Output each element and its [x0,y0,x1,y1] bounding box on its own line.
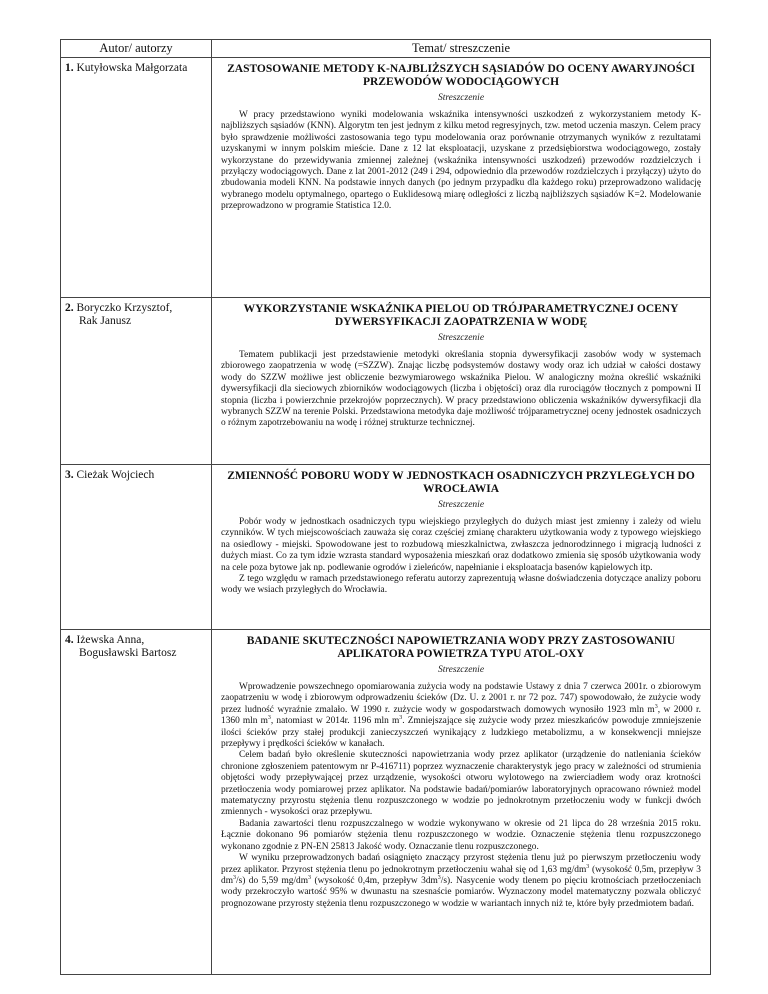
entry-number: 4. [65,634,74,646]
abstract-paragraph: Celem badań było określenie skuteczności napowietrzania wody przez aplikator (urządzenie do natleniania ścieków chronione zgłoszeniem patentowym nr P-416711) poprzez wyznaczenie charakterystyk jego pracy w zależności od strumienia objętości wody przepływającej przez urządzenie, wysokości otworu wylotowego na zwierciadłem wody oraz krotności przetłoczenia wody pomiarowej przez aplikator. Na podstawie badań/pomiarów laboratoryjnych opracowano również model matematyczny przyrostu stężenia tlenu rozpuszczonego w wodzie po jednokrotnym przetłoczeniu wody w funkcji dwóch zmiennych - wysokości oraz przepływu. [221,750,701,818]
author-name: Kutyłowska Małgorzata [76,62,188,74]
topic-column-header: Temat/ streszczenie [212,40,711,58]
author-cell [61,465,212,630]
author-name: Iżewska Anna, [76,634,145,646]
abstract-label: Streszczenie [437,93,485,103]
abstract-paragraph: Tematem publikacji jest przedstawienie metodyki określania stopnia dywersyfikacji zasobów wody w systemach zbiorowego zaopatrzenia w wodę (=SZZW). Znając liczbę podsystemów dostawy wody oraz ich udział w całości dostawy wody do SZZW możliwe jest obliczenie bezwymiarowego wskaźnika Pielou. W analogiczny można określić wskaźniki dywersyfikacji dla sieciowych zbiorników wodociągowych (liczba i objętości) oraz dla rurociągów tłocznych z pompowni II stopnia (liczba i powierzchnie przekrojów poprzecznych). W pracy przedstawiono obliczenia wskaźników dywersyfikacji dla wybranych SZZW na terenie Polski. Przedstawiona metodyka daje możliwość trójparametrycznej oceny jednostek osadniczych o różnym zapotrzebowaniu na wodę i różnej strukturze technicznej. [221,350,701,429]
abstract-paragraph: W wyniku przeprowadzonych badań osiągnięto znaczący przyrost stężenia tlenu już po pierwszym przetłoczeniu wody przez aplikator. Przyrost stężenia tlenu po jednokrotnym przetłoczeniu wahał się od 1,63 $mg/dm^3$ (wysokość 0,5m, przepływ 3 $dm^3/s$) do 5,59 $mg/dm^3$ (wysokość 0,4m, przepływ $3dm^3/s$). Nasycenie wody tlenem po pięciu krotnościach przetłoczeniach wody przekroczyło wartość 95% w dwunastu na szesnaście pomiarów. Wyznaczony model matematyczny pozwala obliczyć prognozowane przyrosty stężenia tlenu rozpuszczonego w wodzie w wariantach innych niż te, które były przedmiotem badań. [221,853,701,909]
author-name: Rak Janusz [79,315,132,327]
author-column-header: Autor/ autorzy [61,40,212,58]
abstract-paragraph: Z tego względu w ramach przedstawionego referatu autorzy zaprezentują własne doświadczenia dotyczące analizy poboru wody we wsiach przyległych do Wrocławia. [221,574,701,596]
abstracts-page [60,39,710,975]
abstract-paragraph: Pobór wody w jednostkach osadniczych typu wiejskiego przyległych do dużych miast jest zmienny i zależy od wielu czynników. W tych miejscowościach zauważa się coraz częściej zmianę charakteru użytkowania wody z typowego wiejskiego na osiedlowy - miejski. Spowodowane jest to rozbudową mieszkalnictwa, zwłaszcza jednorodzinnego i migracją ludności z dużych miast. Co za tym idzie wzrasta standard wyposażenia mieszkań oraz dodatkowo zmienia się sposób użytkowania wody na cele poza bytowe jak np. podlewanie ogrodów i zieleńców, napełnianie i eksploatacja basenów kąpielowych itp. [221,517,701,573]
author-cell [61,630,212,975]
entry-number: 2. [65,302,74,314]
table-row [61,465,711,630]
abstract-title: WYKORZYSTANIE WSKAŹNIKA PIELOU OD TRÓJPARAMETRYCZNEJ OCENY DYWERSYFIKACJI ZAOPATRZENIA W WODĘ [243,303,679,328]
abstract-title: ZMIENNOŚĆ POBORU WODY W JEDNOSTKACH OSADNICZYCH PRZYLEGŁYCH DO WROCŁAWIA [227,470,695,495]
table-row [61,630,711,975]
entry-number: 3. [65,469,74,481]
abstract-label: Streszczenie [437,665,485,675]
table-header-row [61,40,711,58]
abstract-paragraph: Wprowadzenie powszechnego opomiarowania zużycia wody na podstawie Ustawy z dnia 7 czerwca 2001r. o zbiorowym zaopatrzeniu w wodę i zbiorowym odprowadzeniu ścieków (Dz. U. z 2001 r. nr 72 poz. 747) spowodowało, że zużycie wody przez ludność wyraźnie zmalało. W 1990 r. zużycie wody w gospodarstwach domowych wynosiło 1923 mln $m^3$, w 2000 r. 1360 mln $m^3$, natomiast w 2014r. 1196 mln $m^3$. Zmniejszające się zużycie wody przez mieszkańców powoduje zmniejszenie ilości ścieków przy stałej produkcji zanieczyszczeń wynikający z ludzkiego metabolizmu, a w konsekwencji mniejsze przepływy i prędkości ścieków w kanałach. [221,682,701,750]
author-cell [61,298,212,465]
topic-cell [212,58,711,298]
abstract-title: ZASTOSOWANIE METODY K-NAJBLIŻSZYCH SĄSIADÓW DO OCENY AWARYJNOŚCI PRZEWODÓW WODOCIĄGOWYCH [227,63,695,88]
table-row [61,58,711,298]
entry-number: 1. [65,62,74,74]
author-name: Boryczko Krzysztof, [76,302,173,314]
abstracts-table [60,39,711,975]
abstract-label: Streszczenie [437,500,485,510]
topic-cell [212,465,711,630]
author-name: Cieżak Wojciech [76,469,155,481]
author-cell [61,58,212,298]
abstract-paragraph: Badania zawartości tlenu rozpuszczalnego w wodzie wykonywano w okresie od 21 lipca do 28 września 2015 roku. Łącznie dokonano 96 pomiarów stężenia tlenu rozpuszczonego w wodzie. Oznaczenie stężenia tlenu rozpuszczonego wykonano zgodnie z PN-EN 25813 Jakość wody. Oznaczanie tlenu rozpuszczonego. [221,818,701,852]
table-row [61,298,711,465]
author-name: Bogusławski Bartosz [79,647,177,659]
abstract-title: BADANIE SKUTECZNOŚCI NAPOWIETRZANIA WODY PRZY ZASTOSOWANIU APLIKATORA POWIETRZA TYPU ATOL-OXY [246,635,676,660]
topic-cell [212,630,711,975]
abstract-paragraph: W pracy przedstawiono wyniki modelowania wskaźnika intensywności uszkodzeń z wykorzystaniem metody K-najbliższych sąsiadów (KNN). Algorytm ten jest jednym z kilku metod regresyjnych, tzw. metod uczenia maszyn. Celem pracy było sprawdzenie możliwości zastosowania tego typu modelowania oraz porównanie otrzymanych wyników z rezultatami uzyskanymi w innym polskim mieście. Dane z 12 lat eksploatacji, uzyskane z przedsiębiorstwa wodociągowego, zostały wykorzystane do przewidywania zmiennej zależnej (wskaźnika intensywności uszkodzeń) przewodów rozdzielczych i przyłączy wodociągowych. Dane z lat 2001-2012 (249 i 294, odpowiednio dla przewodów rozdzielczych i przyłączy) użyto do zbudowania modeli KNN. Na podstawie innych danych (po jednym przypadku dla każdego roku) przeprowadzono walidację wybranego modelu optymalnego, opartego o Euklidesową miarę odległości z liczbą najbliższych sąsiadów K=2. Modelowanie przeprowadzono w programie Statistica 12.0. [221,110,701,212]
topic-cell [212,298,711,465]
abstract-label: Streszczenie [437,333,485,343]
